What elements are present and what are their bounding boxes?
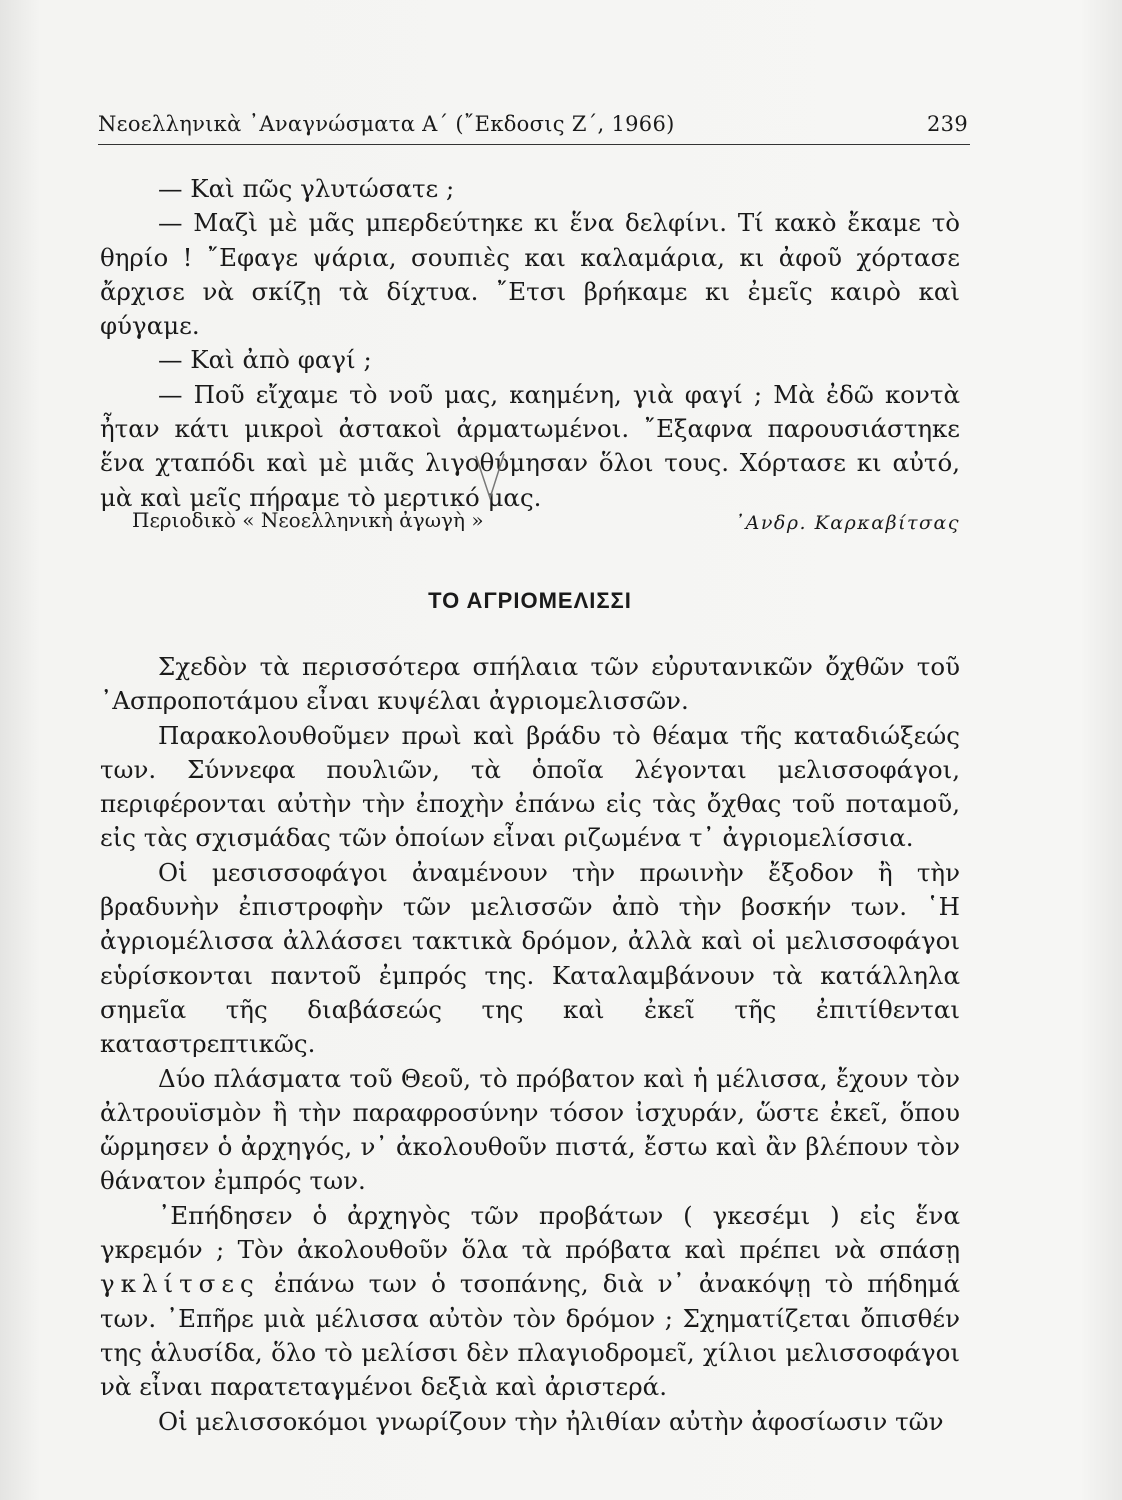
paragraph: Δύο πλάσματα τοῦ Θεοῦ, τὸ πρόβατον καὶ ἡ μέλισσα, ἔχουν τὸν ἀλτρουϊσμὸν ἢ τὴν παραφροσύνην τόσον ἰσχυράν, ὥστε ἐκεῖ, ὅπου ὥρμησεν ὁ ἀρχηγός, ν᾿ ἀκολουθοῦν πιστά, ἔστω καὶ ἂν βλέπουν τὸν θάνατον ἐμπρός των.	[100, 1063, 960, 1196]
dialogue-line: — Καὶ πῶς γλυτώσατε ;	[158, 174, 455, 203]
paragraph: Οἱ μελισσοκόμοι γνωρίζουν τὴν ἠλιθίαν αὐτὴν ἀφοσίωσιν τῶν	[158, 1406, 944, 1436]
paragraph-text: ᾿Επήδησεν ὁ ἀρχηγὸς τῶν προβάτων ( γκεσέμι ) εἰς ἕνα γκρεμόν ; Τὸν ἀκολουθοῦν ὅλα τὰ πρόβατα καὶ πρέπει νὰ σπάσῃ	[100, 1200, 960, 1265]
dialogue-line: — Ποῦ εἴχαμε τὸ νοῦ μας, καημένη, γιὰ φαγί ; Μὰ ἐδῶ κοντὰ ἦταν κάτι μικροὶ ἀστακοὶ ἀρματωμένοι. ῎Εξαφνα παρουσιάστηκε ἕνα χταπόδι καὶ μὲ μιᾶς λιγοθύμησαν ὅλοι τους. Χόρτασε κι αὐτό, μὰ καὶ μεῖς πήραμε τὸ μερτικό μας.	[100, 379, 960, 512]
paragraph	[100, 1199, 960, 1405]
check-mark-icon	[472, 452, 508, 502]
spaced-word: γκλίτσες	[100, 1269, 260, 1299]
source-periodical: Περιοδικὸ « Νεοελληνικὴ ἀγωγὴ »	[132, 508, 484, 532]
page-number: 239	[927, 112, 968, 136]
paragraph: Παρακολουθοῦμεν πρωὶ καὶ βράδυ τὸ θέαμα τῆς καταδιώξεώς των. Σύννεφα πουλιῶν, τὰ ὁποῖα λέγονται μελισσοφάγοι, περιφέρονται αὐτὴν τὴν ἐποχὴν ἐπάνω εἰς τὰς ὄχθας τοῦ ποταμοῦ, εἰς τὰς σχισμάδας τῶν ὁποίων εἶναι ριζωμένα τ᾿ ἀγριομελίσσια.	[100, 720, 960, 853]
dialogue-section	[100, 172, 960, 515]
section-heading: ΤΟ ΑΓΡΙΟΜΕΛΙΣΣΙ	[428, 588, 632, 613]
paragraph: Σχεδὸν τὰ περισσότερα σπήλαια τῶν εὐρυτανικῶν ὄχθῶν τοῦ ᾿Ασπροποτάμου εἶναι κυψέλαι ἀγριομελισσῶν.	[100, 652, 960, 716]
author-name: ᾿Ανδρ. Καρκαβίτσας	[734, 512, 960, 534]
dialogue-line: — Καὶ ἀπὸ φαγί ;	[158, 345, 372, 375]
dialogue-line: — Μαζὶ μὲ μᾶς μπερδεύτηκε κι ἕνα δελφίνι. Τί κακὸ ἔκαμε τὸ θηρίο ! ῎Εφαγε ψάρια, σουπιὲς και καλαμάρια, κι ἀφοῦ χόρτασε ἄρχισε νὰ σκίζῃ τὰ δίχτυα. ῎Ετσι βρήκαμε κι ἐμεῖς καιρὸ καὶ φύγαμε.	[100, 208, 960, 341]
paragraph-text: ἐπάνω των ὁ τσοπάνης, διὰ ν᾿ ἀνακόψῃ τὸ πήδημά των. ᾿Επῆρε μιὰ μέλισσα αὐτὸν τὸν δρόμον ; Σχηματίζεται ὄπισθέν της ἁλυσίδα, ὅλο τὸ μελίσσι δὲν πλαγιοδρομεῖ, χίλιοι μελισσοφάγοι νὰ εἶναι παρατεταγμένοι δεξιὰ καὶ ἀριστερά.	[100, 1269, 960, 1402]
paragraph: Οἱ μεσισσοφάγοι ἀναμένουν τὴν πρωινὴν ἔξοδον ἢ τὴν βραδυνὴν ἐπιστροφὴν τῶν μελισσῶν ἀπὸ τὴν βοσκήν των. ῾Η ἀγριομέλισσα ἀλλάσσει τακτικὰ δρόμον, ἀλλὰ καὶ οἱ μελισσοφάγοι εὑρίσκονται παντοῦ ἐμπρός της. Καταλαμβάνουν τὰ κατάλληλα σημεῖα τῆς διαβάσεώς της καὶ ἐκεῖ τῆς ἐπιτίθενται καταστρεπτικῶς.	[100, 857, 960, 1059]
header-title: Νεοελληνικὰ ᾿Αναγνώσματα Α΄ (῎Εκδοσις Ζ΄, 1966)	[98, 112, 675, 136]
body-section	[100, 650, 960, 1439]
running-header	[98, 112, 970, 145]
